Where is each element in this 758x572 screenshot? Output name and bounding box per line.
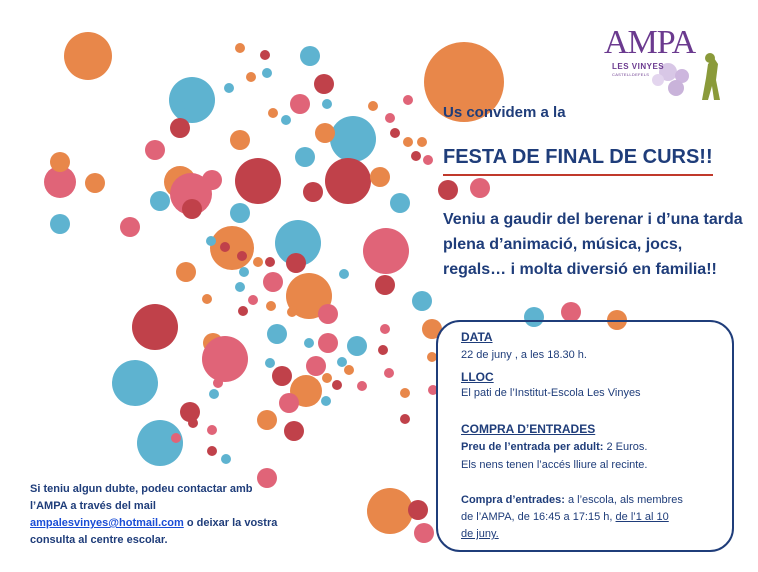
decorative-dot — [400, 388, 410, 398]
decorative-dot — [322, 373, 332, 383]
date-value: 22 de juny , a les 18.30 h. — [461, 349, 587, 361]
decorative-dot — [176, 262, 196, 282]
price-line — [461, 441, 647, 453]
invitation-intro: Us convidem a la — [443, 104, 566, 121]
decorative-dot — [412, 291, 432, 311]
decorative-dot — [330, 116, 376, 162]
contact-line-2: l’AMPA a través del mail — [30, 500, 156, 512]
contact-line-4: consulta al centre escolar. — [30, 534, 168, 546]
decorative-dot — [380, 324, 390, 334]
decorative-dot — [414, 523, 434, 543]
decorative-dot — [408, 500, 428, 520]
decorative-dot — [132, 304, 178, 350]
decorative-dot — [266, 301, 276, 311]
decorative-dot — [265, 358, 275, 368]
decorative-dot — [375, 275, 395, 295]
decorative-dot — [368, 101, 378, 111]
purchase-text-3: de l’1 al 10 — [615, 511, 669, 523]
decorative-dot — [438, 180, 458, 200]
decorative-dot — [281, 115, 291, 125]
decorative-dot — [213, 378, 223, 388]
decorative-dot — [344, 365, 354, 375]
decorative-dot — [202, 336, 248, 382]
decorative-dot — [337, 357, 347, 367]
decorative-dot — [171, 433, 181, 443]
event-title: FESTA DE FINAL DE CURS!! — [443, 146, 713, 168]
decorative-dot — [202, 294, 212, 304]
decorative-dot — [318, 304, 338, 324]
decorative-dot — [417, 137, 427, 147]
decorative-dot — [267, 324, 287, 344]
decorative-dot — [137, 420, 183, 466]
decorative-dot — [253, 257, 263, 267]
decorative-dot — [561, 302, 581, 322]
decorative-dot — [50, 214, 70, 234]
contact-line-3-rest: o deixar la vostra — [186, 517, 278, 529]
decorative-dot — [268, 108, 278, 118]
decorative-dot — [262, 68, 272, 78]
logo-subtitle: LES VINYES — [612, 62, 665, 71]
decorative-dot — [403, 95, 413, 105]
purchase-line-2 — [461, 511, 669, 523]
decorative-dot — [50, 152, 70, 172]
decorative-dot — [260, 50, 270, 60]
contact-note — [30, 481, 330, 549]
decorative-dot — [318, 333, 338, 353]
contact-line-3 — [30, 515, 330, 532]
location-value: El pati de l’Institut-Escola Les Vinyes — [461, 387, 641, 399]
purchase-text-1: a l’escola, als membres — [567, 494, 683, 506]
decorative-dot — [170, 118, 190, 138]
decorative-dot — [332, 380, 342, 390]
decorative-dot — [403, 137, 413, 147]
purchase-text-4: de juny. — [461, 528, 499, 540]
decorative-dot — [390, 193, 410, 213]
purchase-text-2: de l’AMPA, de 16:45 a 17:15 h, — [461, 511, 613, 523]
decorative-dot — [85, 173, 105, 193]
decorative-dot — [363, 228, 409, 274]
decorative-dot — [263, 272, 283, 292]
decorative-dot — [220, 242, 230, 252]
logo-subtitle-2: CASTELLDEFELS — [612, 72, 650, 77]
decorative-dot — [400, 414, 410, 424]
decorative-dot — [325, 158, 371, 204]
decorative-dot — [284, 421, 304, 441]
children-note: Els nens tenen l’accés lliure al recinte. — [461, 459, 648, 471]
decorative-dot — [303, 182, 323, 202]
decorative-dot — [235, 43, 245, 53]
decorative-dot — [145, 140, 165, 160]
decorative-dot — [290, 94, 310, 114]
decorative-dot — [239, 267, 249, 277]
decorative-dot — [370, 167, 390, 187]
decorative-dot — [304, 338, 314, 348]
decorative-dot — [235, 158, 281, 204]
decorative-dot — [315, 123, 335, 143]
decorative-dot — [64, 32, 112, 80]
decorative-dot — [390, 128, 400, 138]
tickets-heading: COMPRA D’ENTRADES — [461, 422, 596, 436]
price-value: 2 Euros. — [606, 441, 648, 453]
decorative-dot — [182, 199, 202, 219]
decorative-dot — [339, 269, 349, 279]
decorative-dot — [279, 393, 299, 413]
decorative-dot — [207, 425, 217, 435]
decorative-dot — [314, 74, 334, 94]
decorative-dot — [169, 77, 215, 123]
decorative-dot — [306, 356, 326, 376]
decorative-dot — [411, 151, 421, 161]
decorative-dot — [295, 147, 315, 167]
logo-text: AMPA — [604, 24, 696, 61]
location-heading: LLOC — [461, 370, 494, 384]
date-heading: DATA — [461, 330, 493, 344]
decorative-dot — [210, 226, 254, 270]
ampa-logo — [596, 16, 736, 108]
decorative-dot — [265, 257, 275, 267]
decorative-dot — [221, 454, 231, 464]
decorative-dot — [367, 488, 413, 534]
decorative-dot — [230, 130, 250, 150]
decorative-dot — [257, 410, 277, 430]
decorative-dot — [322, 99, 332, 109]
decorative-dot — [321, 396, 331, 406]
title-underline — [443, 174, 713, 176]
event-description: Veniu a gaudir del berenar i d’una tarda plena d’animació, música, jocs, regals… i molta diversió en familia!! — [443, 211, 743, 278]
decorative-dot — [206, 236, 216, 246]
decorative-dot — [207, 446, 217, 456]
price-label: Preu de l’entrada per adult: — [461, 441, 604, 453]
decorative-dot — [224, 83, 234, 93]
decorative-dot — [120, 217, 140, 237]
decorative-dot — [230, 203, 250, 223]
decorative-dot — [209, 389, 219, 399]
decorative-dot — [300, 46, 320, 66]
decorative-dot — [112, 360, 158, 406]
decorative-dot — [235, 282, 245, 292]
decorative-dot — [202, 170, 222, 190]
decorative-dot — [423, 155, 433, 165]
decorative-dot — [378, 345, 388, 355]
decorative-dot — [248, 295, 258, 305]
contact-line-1: Si teniu algun dubte, podeu contactar amb — [30, 483, 253, 495]
purchase-line-1 — [461, 494, 683, 506]
decorative-dot — [188, 418, 198, 428]
decorative-dot — [272, 366, 292, 386]
decorative-dot — [175, 101, 185, 111]
purchase-label: Compra d’entrades: — [461, 494, 565, 506]
decorative-dot — [246, 72, 256, 82]
decorative-dot — [286, 253, 306, 273]
contact-email-link[interactable]: ampalesvinyes@hotmail.com — [30, 517, 184, 529]
decorative-dot — [287, 307, 297, 317]
decorative-dot — [385, 113, 395, 123]
decorative-dot — [150, 191, 170, 211]
decorative-dot — [347, 336, 367, 356]
decorative-dot — [238, 306, 248, 316]
decorative-dot — [470, 178, 490, 198]
decorative-dot — [237, 251, 247, 261]
decorative-dot — [357, 381, 367, 391]
decorative-dot — [384, 368, 394, 378]
